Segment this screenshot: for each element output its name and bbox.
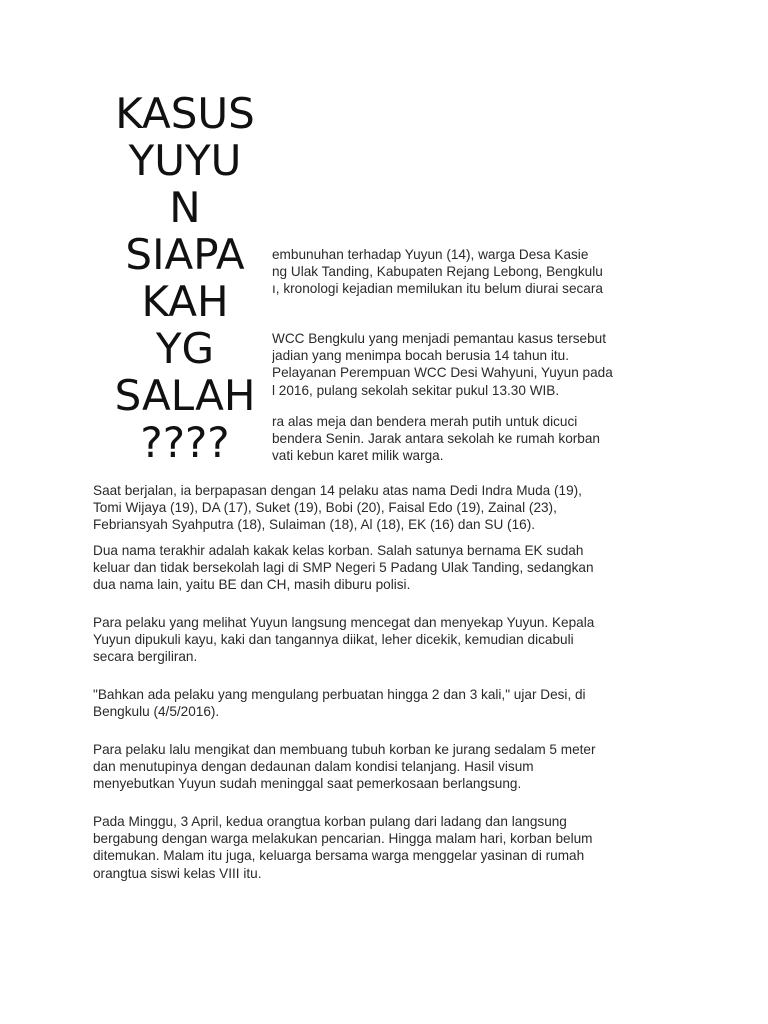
title-line: KASUS [115, 89, 255, 138]
text-line: embunuhan terhadap Yuyun (14), warga Desa Kasie [272, 247, 589, 262]
text-line: dua nama lain, yaitu BE dan CH, masih diburu polisi. [93, 577, 411, 593]
text-line: dan menutupinya dengan dedaunan dalam kondisi telanjang. Hasil visum [93, 759, 534, 775]
paragraph-2-clipped [272, 330, 672, 399]
text-line: menyebutkan Yuyun sudah meninggal saat pemerkosaan berlangsung. [93, 776, 522, 792]
text-line: ra alas meja dan bendera merah putih untuk dicuci [272, 414, 578, 429]
text-line: l 2016, pulang sekolah sekitar pukul 13.30 WIB. [272, 382, 560, 398]
article-title [90, 90, 280, 466]
text-line: Tomi Wijaya (19), DA (17), Suket (19), Bobi (20), Faisal Edo (19), Zainal (23), [93, 500, 557, 516]
text-line: vati kebun karet milik warga. [272, 448, 444, 464]
text-line: Febriansyah Syahputra (18), Sulaiman (18), Al (18), EK (16) dan SU (16). [93, 517, 536, 533]
text-line: keluar dan tidak bersekolah lagi di SMP Negeri 5 Padang Ulak Tanding, sedangkan [93, 560, 594, 576]
title-line: YG [155, 324, 215, 373]
text-line: Yuyun dipukuli kayu, kaki dan tangannya diikat, leher dicekik, kemudian dicabuli [93, 632, 574, 648]
text-line: Pada Minggu, 3 April, kedua orangtua korban pulang dari ladang dan langsung [93, 814, 567, 829]
text-line: WCC Bengkulu yang menjadi pemantau kasus tersebut [272, 331, 606, 346]
text-line: Dua nama terakhir adalah kakak kelas korban. Salah satunya bernama EK sudah [93, 543, 584, 558]
title-line: YUYU [128, 136, 242, 185]
paragraph-6 [93, 614, 594, 666]
text-line: Pelayanan Perempuan WCC Desi Wahyuni, Yuyun pada [272, 365, 613, 381]
text-line: jadian yang menimpa bocah berusia 14 tahun itu. [272, 348, 569, 364]
text-line: ı, kronologi kejadian memilukan itu belum diurai secara [272, 281, 603, 297]
text-line: Bengkulu (4/5/2016). [93, 704, 220, 720]
title-line: ???? [140, 418, 230, 467]
paragraph-8 [93, 741, 596, 793]
text-line: ditemukan. Malam itu juga, keluarga bersama warga menggelar yasinan di rumah [93, 848, 585, 864]
text-line: Para pelaku lalu mengikat dan membuang tubuh korban ke jurang sedalam 5 meter [93, 742, 596, 757]
text-line: secara bergiliran. [93, 649, 198, 665]
text-line: ng Ulak Tanding, Kabupaten Rejang Lebong, Bengkulu [272, 264, 603, 280]
paragraph-3-clipped [272, 413, 672, 465]
text-line: Saat berjalan, ia berpapasan dengan 14 pelaku atas nama Dedi Indra Muda (19), [93, 483, 582, 498]
paragraph-5 [93, 542, 594, 594]
paragraph-7 [93, 686, 586, 720]
title-line: SALAH [114, 371, 256, 420]
title-line: KAH [141, 277, 229, 326]
title-line: N [169, 183, 201, 232]
text-line: bendera Senin. Jarak antara sekolah ke rumah korban [272, 431, 600, 447]
paragraph-1-clipped [272, 246, 672, 298]
paragraph-9 [93, 813, 593, 882]
text-line: orangtua siswi kelas VIII itu. [93, 865, 262, 881]
text-line: Para pelaku yang melihat Yuyun langsung mencegat dan menyekap Yuyun. Kepala [93, 615, 595, 630]
text-line: "Bahkan ada pelaku yang mengulang perbuatan hingga 2 dan 3 kali," ujar Desi, di [93, 687, 586, 702]
paragraph-4 [93, 482, 582, 534]
text-line: bergabung dengan warga melakukan pencarian. Hingga malam hari, korban belum [93, 831, 593, 847]
title-line: SIAPA [125, 230, 245, 279]
